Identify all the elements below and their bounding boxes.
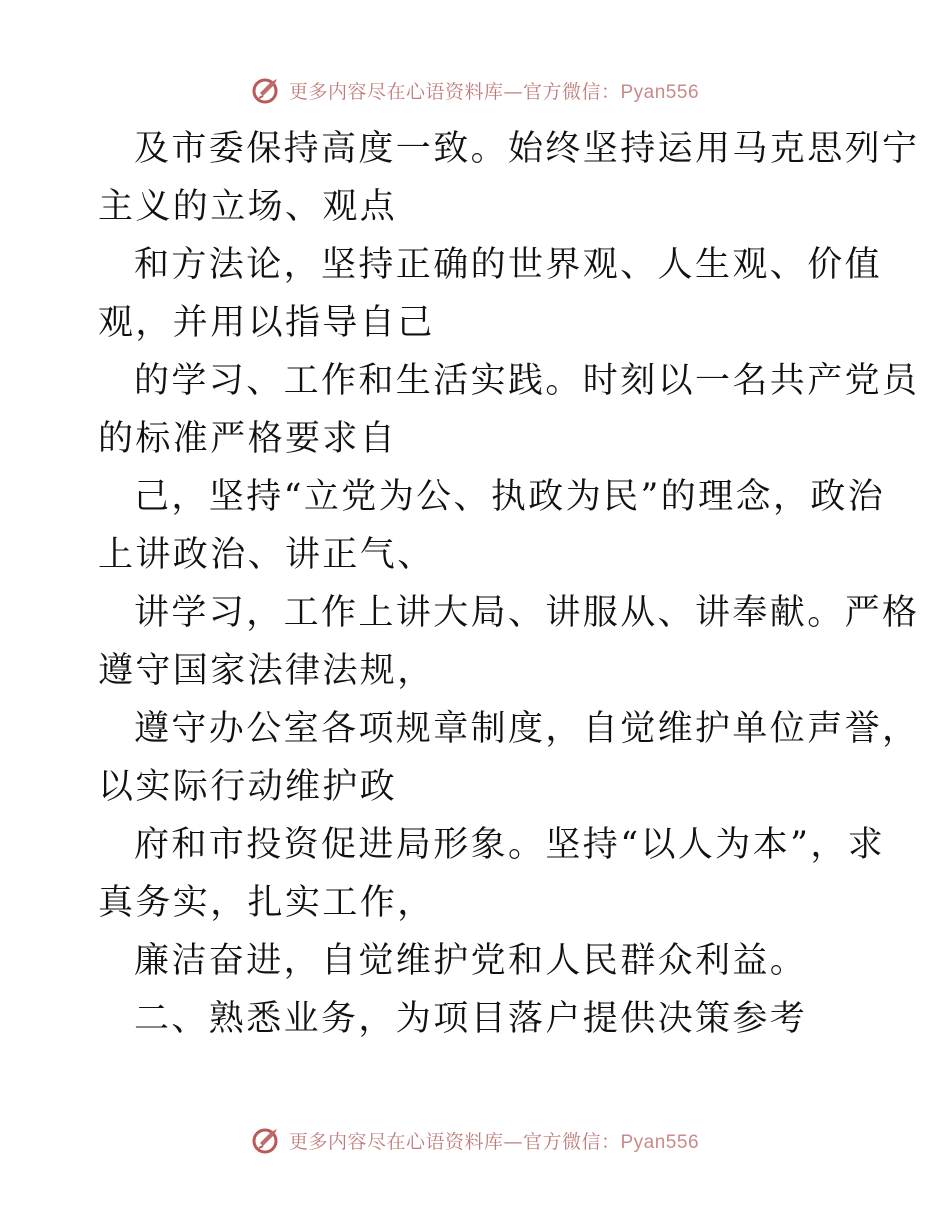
paragraph — [98, 352, 920, 468]
watermark-account: Pyan556 — [620, 81, 700, 103]
paragraph-continuation: 遵守国家法律法规， — [98, 651, 435, 691]
section-heading-text: 二、熟悉业务，为项目落户提供决策参考 — [134, 999, 808, 1039]
paragraph-first-line: 和方法论，坚持正确的世界观、人生观、价值 — [134, 245, 883, 285]
paragraph-first-line: 讲学习，工作上讲大局、讲服从、讲奉献。严格 — [134, 593, 920, 633]
paragraph-first-line: 廉洁奋进，自觉维护党和人民群众利益。 — [134, 941, 808, 981]
watermark-text: 更多内容尽在心语资料库—官方微信：Pyan556 — [288, 80, 700, 103]
watermark-text: 更多内容尽在心语资料库—官方微信：Pyan556 — [288, 1130, 700, 1153]
paragraph-first-line: 及市委保持高度一致。始终坚持运用马克思列宁 — [134, 129, 920, 169]
document-body — [98, 120, 920, 1048]
header-watermark — [0, 72, 950, 108]
paragraph-continuation: 真务实，扎实工作， — [98, 883, 435, 923]
paragraph-continuation: 观，并用以指导自己 — [98, 303, 435, 343]
paragraph-continuation: 主义的立场、观点 — [98, 187, 398, 227]
paragraph-continuation: 上讲政治、讲正气、 — [98, 535, 435, 575]
paragraph-first-line: 遵守办公室各项规章制度，自觉维护单位声誉， — [134, 709, 920, 749]
section-heading — [98, 990, 858, 1048]
paragraph-first-line: 府和市投资促进局形象。坚持“以人为本”，求 — [134, 825, 886, 865]
paragraph — [98, 236, 883, 352]
watermark-account: Pyan556 — [620, 1131, 700, 1153]
paragraph — [98, 700, 920, 816]
paragraph-first-line: 己，坚持“立党为公、执政为民”的理念，政治 — [134, 477, 886, 517]
footer-watermark — [0, 1122, 950, 1158]
quill-seal-logo-icon — [251, 74, 283, 106]
paragraph-first-line: 的学习、工作和生活实践。时刻以一名共产党员 — [134, 361, 920, 401]
paragraph — [98, 932, 858, 990]
paragraph-continuation: 的标准严格要求自 — [98, 419, 398, 459]
paragraph-continuation: 以实际行动维护政 — [98, 767, 398, 807]
paragraph — [98, 468, 886, 584]
paragraph — [98, 816, 886, 932]
paragraph — [98, 584, 920, 700]
paragraph — [98, 120, 920, 236]
quill-seal-logo-icon — [251, 1124, 283, 1156]
